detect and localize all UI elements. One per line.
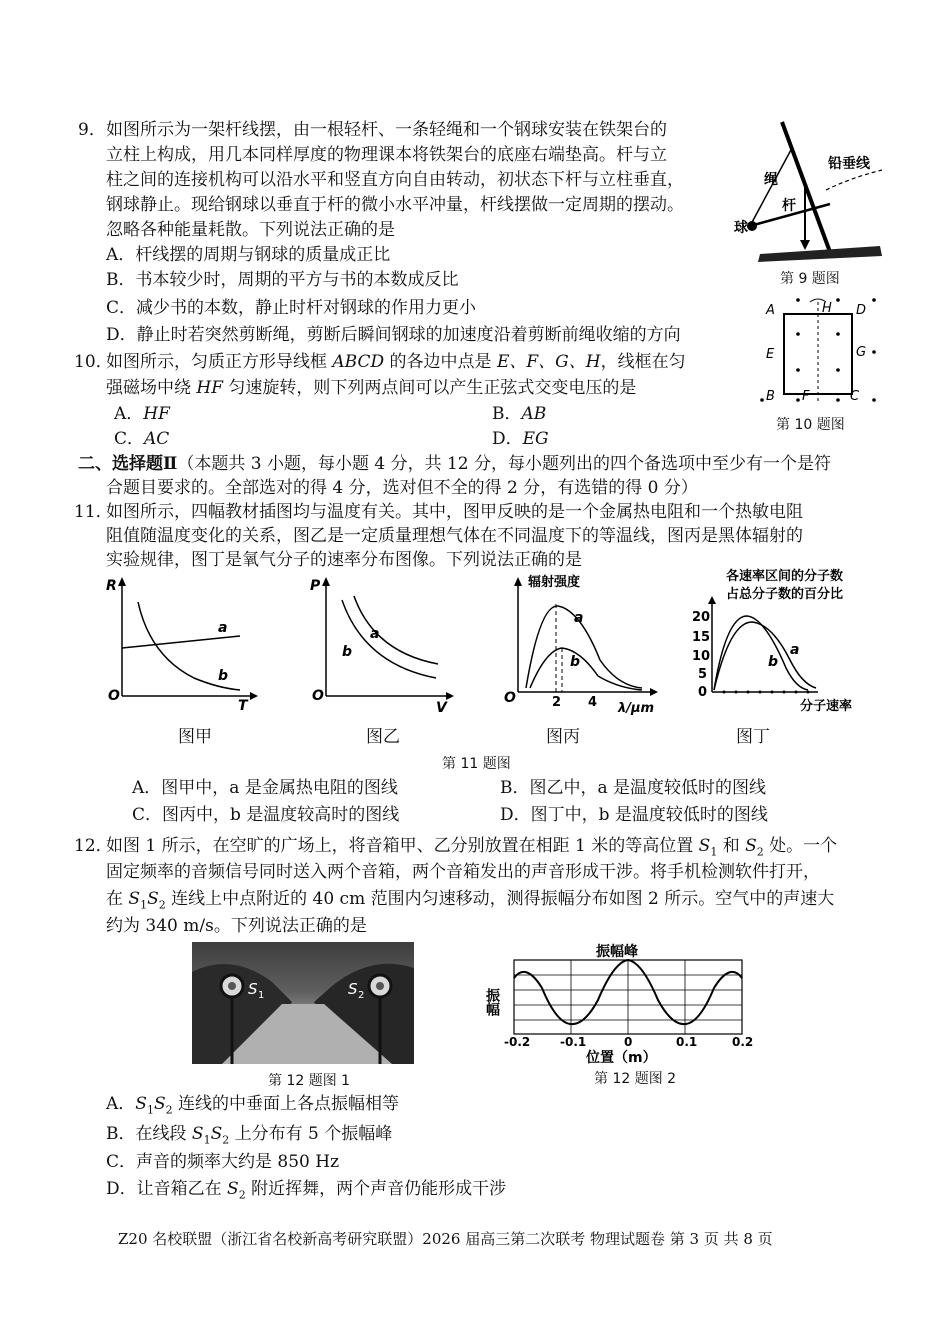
chart-yi xyxy=(306,574,456,714)
svg-text:λ/μm: λ/μm xyxy=(618,701,655,716)
svg-text:b: b xyxy=(768,654,779,670)
question-text-line: 如图所示，匀质正方形导线框 ABCD 的各边中点是 E、F、G、H，线框在匀 xyxy=(106,352,686,372)
svg-text:分子速率: 分子速率 xyxy=(800,699,853,714)
svg-text:a: a xyxy=(370,626,380,642)
option-d: D．EG xyxy=(492,429,549,449)
question-text-line: 阻值随温度变化的关系，图乙是一定质量理想气体在不同温度下的等温线，图丙是黑体辐射的 xyxy=(106,526,803,546)
svg-text:R: R xyxy=(106,578,117,594)
chart-bing xyxy=(500,570,668,716)
option-b: B．书本较少时，周期的平方与书的本数成反比 xyxy=(106,270,459,290)
figure-9-pendulum xyxy=(730,112,890,270)
figure-12-1-caption: 第 12 题图 1 xyxy=(268,1073,351,1089)
question-number: 9． xyxy=(78,120,106,140)
option-c: C．声音的频率大约是 850 Hz xyxy=(106,1152,340,1172)
question-text-line: 固定频率的音频信号同时送入两个音箱，两个音箱发出的声音形成干涉。将手机检测软件打开， xyxy=(106,862,820,882)
svg-text:5: 5 xyxy=(698,667,708,682)
figure-9-caption: 第 9 题图 xyxy=(780,271,840,287)
svg-text:4: 4 xyxy=(588,695,598,710)
plumb-line-label: 铅垂线 xyxy=(828,156,870,172)
question-text-line: 忽略各种能量耗散。下列说法正确的是 xyxy=(106,220,395,240)
figure-12-1-photo xyxy=(192,942,414,1064)
svg-text:占总分子数的百分比: 占总分子数的百分比 xyxy=(726,587,844,602)
chart-yi-name: 图乙 xyxy=(366,727,400,747)
figure-12-2-caption: 第 12 题图 2 xyxy=(594,1071,677,1087)
chart-ding xyxy=(690,566,870,716)
svg-text:b: b xyxy=(570,654,581,670)
option-a: A．图甲中，a 是金属热电阻的图线 xyxy=(132,778,398,798)
point-b: B xyxy=(766,389,775,404)
svg-text:b: b xyxy=(218,668,229,684)
curve-a xyxy=(354,596,438,664)
point-e: E xyxy=(766,347,775,362)
option-d: D．让音箱乙在 $S_2$ 附近挥舞，两个声音仍能形成干涉 xyxy=(106,1179,507,1202)
question-number: 10． xyxy=(74,352,113,372)
option-b: B．AB xyxy=(492,404,547,424)
chart-jia xyxy=(100,574,260,714)
svg-text:V: V xyxy=(436,700,447,716)
option-d: D．图丁中，b 是温度较低时的图线 xyxy=(500,805,768,825)
figure-10-frame xyxy=(758,292,888,410)
svg-text:15: 15 xyxy=(692,630,711,645)
question-text-line: 在 $S_1S_2$ 连线上中点附近的 40 cm 范围内匀速移动，测得振幅分布如图 2 所示。空气中的声速大 xyxy=(106,889,835,912)
photo-illustration xyxy=(192,942,414,1064)
svg-text:-0.2: -0.2 xyxy=(504,1035,531,1049)
svg-text:O: O xyxy=(108,688,120,704)
figure-10-caption: 第 10 题图 xyxy=(776,417,845,433)
svg-text:O: O xyxy=(312,688,324,704)
svg-text:振幅峰: 振幅峰 xyxy=(596,944,638,960)
question-text-line: 钢球静止。现给钢球以垂直于杆的微小水平冲量，杆线摆做一定周期的摆动。 xyxy=(106,195,684,215)
point-a: A xyxy=(766,303,775,318)
figure-11-caption: 第 11 题图 xyxy=(442,756,511,772)
svg-text:辐射强度: 辐射强度 xyxy=(528,575,581,590)
svg-text:20: 20 xyxy=(692,610,711,625)
option-c: C．减少书的本数，静止时杆对钢球的作用力更小 xyxy=(106,298,477,318)
svg-text:位置（m）: 位置（m） xyxy=(586,1050,657,1066)
question-text-line: 立柱上构成，用几本同样厚度的物理课本将铁架台的底座右端垫高。杆与立 xyxy=(106,145,667,165)
curve-a xyxy=(526,606,642,688)
option-b: B．在线段 $S_1S_2$ 上分布有 5 个振幅峰 xyxy=(106,1124,393,1147)
svg-text:a: a xyxy=(790,642,800,658)
point-f: F xyxy=(802,389,810,404)
option-d: D．静止时若突然剪断绳，剪断后瞬间钢球的加速度沿着剪断前绳收缩的方向 xyxy=(106,325,681,345)
option-a: A．杆线摆的周期与钢球的质量成正比 xyxy=(106,245,391,265)
question-text-line: 实验规律，图丁是氧气分子的速率分布图像。下列说法正确的是 xyxy=(106,550,582,570)
page-footer: Z20 名校联盟（浙江省名校新高考研究联盟）2026 届高三第二次联考 物理试题卷 第 3 页 共 8 页 xyxy=(118,1230,773,1248)
point-h: H xyxy=(822,301,832,316)
chart-ding-name: 图丁 xyxy=(736,727,770,747)
section-instructions: 合题目要求的。全部选对的得 4 分，选对但不全的得 2 分，有选错的得 0 分） xyxy=(106,478,698,498)
figure-12-2-amplitude-chart xyxy=(486,942,758,1068)
chart-jia-name: 图甲 xyxy=(178,727,212,747)
point-c: C xyxy=(850,389,860,404)
question-text-line: 约为 340 m/s。下列说法正确的是 xyxy=(106,916,367,936)
question-number: 12． xyxy=(74,836,113,856)
option-b: B．图乙中，a 是温度较低时的图线 xyxy=(500,778,767,798)
rod-label: 杆 xyxy=(782,198,796,214)
curve-a xyxy=(122,636,240,648)
svg-text:0.2: 0.2 xyxy=(732,1035,754,1049)
svg-text:10: 10 xyxy=(692,649,711,664)
curve-b xyxy=(342,600,436,678)
svg-text:a: a xyxy=(574,610,584,626)
svg-text:P: P xyxy=(310,578,321,594)
svg-text:0.1: 0.1 xyxy=(676,1035,698,1049)
svg-text:S: S xyxy=(348,980,358,998)
svg-text:S: S xyxy=(248,980,258,998)
question-text-line: 柱之间的连接机构可以沿水平和竖直方向自由转动，初状态下杆与立柱垂直， xyxy=(106,170,684,190)
svg-text:2: 2 xyxy=(552,695,562,710)
svg-text:a: a xyxy=(218,620,228,636)
ball-label: 球 xyxy=(734,220,748,236)
point-d: D xyxy=(856,303,867,318)
svg-text:1: 1 xyxy=(258,990,265,1001)
question-text-line: 如图所示，四幅教材插图均与温度有关。其中，图甲反映的是一个金属热电阻和一个热敏电阻 xyxy=(106,502,803,522)
section-instructions: （本题共 3 小题，每小题 4 分，共 12 分，每小题列出的四个备选项中至少有一个是符 xyxy=(177,454,832,474)
svg-text:O: O xyxy=(504,690,516,706)
question-text-line: 如图 1 所示，在空旷的广场上，将音箱甲、乙分别放置在相距 1 米的等高位置 $S_1$ 和 $S_2$ 处。一个 xyxy=(106,836,838,859)
svg-text:-0.1: -0.1 xyxy=(560,1035,587,1049)
section-title: 二、选择题Ⅱ xyxy=(78,454,178,474)
svg-text:振幅: 振幅 xyxy=(484,988,500,1016)
question-text-line: 强磁场中绕 HF 匀速旋转，则下列两点间可以产生正弦式交变电压的是 xyxy=(106,378,637,398)
question-text-line: 如图所示为一架杆线摆，由一根轻杆、一条轻绳和一个钢球安装在铁架台的 xyxy=(106,120,667,140)
point-g: G xyxy=(856,345,867,360)
option-c: C．图丙中，b 是温度较高时的图线 xyxy=(132,805,400,825)
option-a: A．$S_1S_2$ 连线的中垂面上各点振幅相等 xyxy=(106,1094,399,1117)
svg-text:各速率区间的分子数: 各速率区间的分子数 xyxy=(726,569,844,584)
svg-text:0: 0 xyxy=(698,685,708,700)
option-c: C．AC xyxy=(114,429,170,449)
svg-text:T: T xyxy=(238,698,248,714)
chart-bing-name: 图丙 xyxy=(546,727,580,747)
svg-text:0: 0 xyxy=(624,1035,633,1049)
option-a: A．HF xyxy=(114,404,170,424)
svg-text:2: 2 xyxy=(358,990,365,1001)
rope-label: 绳 xyxy=(764,172,778,188)
question-number: 11． xyxy=(74,502,113,522)
svg-text:b: b xyxy=(342,644,353,660)
